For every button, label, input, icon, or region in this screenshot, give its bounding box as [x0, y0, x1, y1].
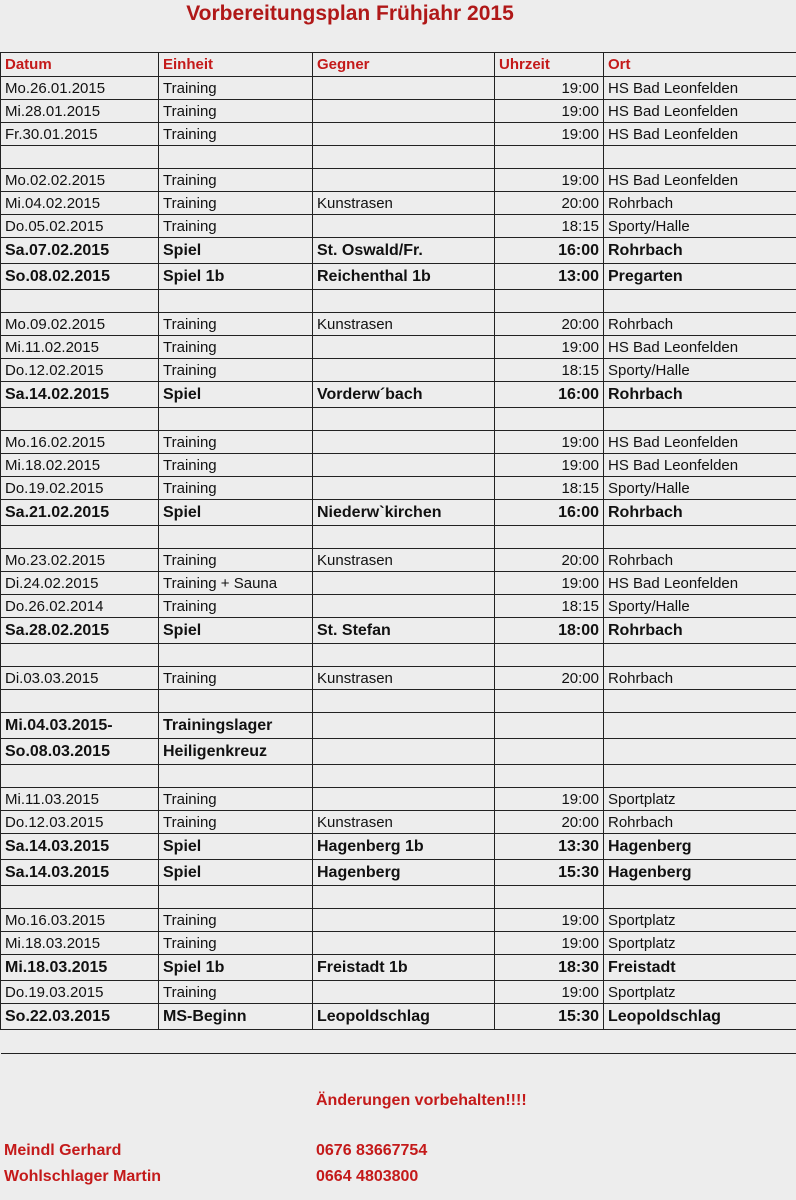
cell-datum — [1, 146, 159, 169]
table-row — [1, 618, 796, 644]
cell-ort: Rohrbach — [604, 238, 796, 264]
cell-ort: Sporty/Halle — [604, 595, 796, 618]
cell-einheit — [159, 146, 313, 169]
cell-einheit: Training — [159, 169, 313, 192]
cell-uhrzeit — [495, 765, 604, 788]
cell-gegner: Kunstrasen — [313, 192, 495, 215]
cell-gegner — [313, 595, 495, 618]
cell-einheit: Training — [159, 667, 313, 690]
cell-uhrzeit — [495, 690, 604, 713]
cell-datum: Mi.04.03.2015- — [1, 713, 159, 739]
cell-gegner — [313, 408, 495, 431]
cell-ort: Sporty/Halle — [604, 359, 796, 382]
schedule-table — [0, 52, 796, 1054]
spacer-row — [1, 290, 796, 313]
cell-uhrzeit — [495, 408, 604, 431]
cell-empty — [313, 1030, 495, 1054]
cell-uhrzeit — [495, 290, 604, 313]
cell-gegner — [313, 336, 495, 359]
cell-ort: Rohrbach — [604, 667, 796, 690]
spacer-row — [1, 886, 796, 909]
cell-datum: Mi.11.03.2015 — [1, 788, 159, 811]
cell-ort: Sportplatz — [604, 788, 796, 811]
cell-gegner — [313, 644, 495, 667]
cell-uhrzeit: 18:30 — [495, 955, 604, 981]
table-row — [1, 264, 796, 290]
spacer-row — [1, 690, 796, 713]
table-row — [1, 500, 796, 526]
spacer-row — [1, 408, 796, 431]
cell-datum: Mi.18.02.2015 — [1, 454, 159, 477]
spacer-row — [1, 1030, 796, 1054]
cell-gegner — [313, 981, 495, 1004]
cell-einheit: Training — [159, 981, 313, 1004]
cell-ort — [604, 526, 796, 549]
cell-datum: Do.19.03.2015 — [1, 981, 159, 1004]
spacer-row — [1, 146, 796, 169]
cell-einheit: Spiel — [159, 834, 313, 860]
cell-datum: Sa.28.02.2015 — [1, 618, 159, 644]
cell-uhrzeit — [495, 146, 604, 169]
cell-gegner — [313, 909, 495, 932]
table-row — [1, 595, 796, 618]
cell-einheit: Training — [159, 477, 313, 500]
table-row — [1, 549, 796, 572]
table-row — [1, 215, 796, 238]
cell-datum: So.08.02.2015 — [1, 264, 159, 290]
cell-gegner — [313, 123, 495, 146]
cell-einheit: Spiel — [159, 382, 313, 408]
table-row — [1, 860, 796, 886]
table-row — [1, 955, 796, 981]
cell-uhrzeit: 19:00 — [495, 788, 604, 811]
cell-ort: Rohrbach — [604, 382, 796, 408]
cell-datum: Mo.16.02.2015 — [1, 431, 159, 454]
table-row — [1, 834, 796, 860]
cell-gegner — [313, 454, 495, 477]
cell-uhrzeit: 19:00 — [495, 123, 604, 146]
cell-gegner — [313, 146, 495, 169]
cell-uhrzeit: 20:00 — [495, 549, 604, 572]
cell-datum — [1, 526, 159, 549]
cell-datum: Mi.18.03.2015 — [1, 955, 159, 981]
cell-uhrzeit: 19:00 — [495, 169, 604, 192]
cell-ort: Sportplatz — [604, 909, 796, 932]
cell-datum: Mi.18.03.2015 — [1, 932, 159, 955]
cell-ort: Rohrbach — [604, 192, 796, 215]
cell-empty — [495, 1030, 604, 1054]
table-row — [1, 811, 796, 834]
cell-uhrzeit: 19:00 — [495, 336, 604, 359]
table-row — [1, 713, 796, 739]
cell-datum: Mi.28.01.2015 — [1, 100, 159, 123]
cell-datum: Sa.14.02.2015 — [1, 382, 159, 408]
cell-datum — [1, 290, 159, 313]
cell-einheit: Training — [159, 313, 313, 336]
cell-gegner: Kunstrasen — [313, 811, 495, 834]
cell-einheit: Training — [159, 788, 313, 811]
spacer-row — [1, 765, 796, 788]
cell-gegner: Kunstrasen — [313, 313, 495, 336]
cell-einheit — [159, 690, 313, 713]
cell-gegner — [313, 77, 495, 100]
header-einheit: Einheit — [159, 53, 313, 77]
schedule-body — [1, 53, 796, 1054]
cell-einheit: Spiel — [159, 238, 313, 264]
table-row — [1, 382, 796, 408]
cell-uhrzeit: 19:00 — [495, 932, 604, 955]
contact-phone-2: 0664 4803800 — [316, 1168, 419, 1185]
cell-ort — [604, 690, 796, 713]
cell-datum: Mo.23.02.2015 — [1, 549, 159, 572]
cell-datum: Mi.11.02.2015 — [1, 336, 159, 359]
cell-ort: Freistadt — [604, 955, 796, 981]
cell-einheit: Spiel — [159, 860, 313, 886]
cell-einheit: Training — [159, 77, 313, 100]
cell-uhrzeit: 18:15 — [495, 215, 604, 238]
cell-uhrzeit — [495, 739, 604, 765]
cell-uhrzeit: 15:30 — [495, 860, 604, 886]
cell-ort: HS Bad Leonfelden — [604, 123, 796, 146]
table-row — [1, 100, 796, 123]
cell-gegner: Vorderw´bach — [313, 382, 495, 408]
table-row — [1, 431, 796, 454]
cell-datum: Do.26.02.2014 — [1, 595, 159, 618]
cell-datum — [1, 408, 159, 431]
table-row — [1, 77, 796, 100]
cell-uhrzeit: 19:00 — [495, 981, 604, 1004]
cell-uhrzeit: 16:00 — [495, 238, 604, 264]
cell-gegner: Leopoldschlag — [313, 1004, 495, 1030]
cell-einheit: Training — [159, 811, 313, 834]
cell-uhrzeit — [495, 713, 604, 739]
header-uhrzeit: Uhrzeit — [495, 53, 604, 77]
cell-ort: HS Bad Leonfelden — [604, 572, 796, 595]
table-row — [1, 336, 796, 359]
cell-einheit: Training — [159, 192, 313, 215]
cell-gegner — [313, 477, 495, 500]
cell-einheit: MS-Beginn — [159, 1004, 313, 1030]
cell-einheit: Spiel 1b — [159, 955, 313, 981]
cell-uhrzeit: 16:00 — [495, 382, 604, 408]
cell-uhrzeit: 20:00 — [495, 313, 604, 336]
cell-gegner: Hagenberg — [313, 860, 495, 886]
cell-einheit — [159, 290, 313, 313]
cell-uhrzeit: 18:00 — [495, 618, 604, 644]
page-title: Vorbereitungsplan Frühjahr 2015 — [186, 2, 514, 25]
cell-ort: Rohrbach — [604, 313, 796, 336]
cell-gegner: St. Stefan — [313, 618, 495, 644]
cell-uhrzeit — [495, 526, 604, 549]
cell-gegner — [313, 886, 495, 909]
cell-gegner — [313, 526, 495, 549]
cell-gegner: Reichenthal 1b — [313, 264, 495, 290]
table-row — [1, 313, 796, 336]
cell-gegner: Kunstrasen — [313, 667, 495, 690]
cell-uhrzeit: 18:15 — [495, 595, 604, 618]
cell-gegner: Kunstrasen — [313, 549, 495, 572]
cell-datum: Sa.14.03.2015 — [1, 834, 159, 860]
cell-gegner — [313, 290, 495, 313]
header-ort: Ort — [604, 53, 796, 77]
cell-ort: Sportplatz — [604, 932, 796, 955]
cell-ort: Rohrbach — [604, 618, 796, 644]
cell-gegner — [313, 739, 495, 765]
cell-datum: Mo.16.03.2015 — [1, 909, 159, 932]
cell-uhrzeit: 19:00 — [495, 909, 604, 932]
cell-datum: Sa.21.02.2015 — [1, 500, 159, 526]
cell-datum: Do.19.02.2015 — [1, 477, 159, 500]
cell-einheit: Spiel — [159, 500, 313, 526]
cell-uhrzeit: 19:00 — [495, 454, 604, 477]
cell-uhrzeit: 20:00 — [495, 667, 604, 690]
cell-ort — [604, 713, 796, 739]
table-row — [1, 932, 796, 955]
cell-uhrzeit: 13:00 — [495, 264, 604, 290]
cell-gegner — [313, 359, 495, 382]
cell-gegner — [313, 788, 495, 811]
cell-uhrzeit: 18:15 — [495, 477, 604, 500]
cell-ort: HS Bad Leonfelden — [604, 454, 796, 477]
cell-einheit: Spiel — [159, 618, 313, 644]
cell-einheit: Training — [159, 100, 313, 123]
cell-gegner — [313, 100, 495, 123]
cell-datum: Do.12.03.2015 — [1, 811, 159, 834]
table-row — [1, 477, 796, 500]
cell-uhrzeit: 13:30 — [495, 834, 604, 860]
cell-gegner: St. Oswald/Fr. — [313, 238, 495, 264]
cell-ort: Rohrbach — [604, 500, 796, 526]
cell-uhrzeit: 19:00 — [495, 572, 604, 595]
cell-einheit: Heiligenkreuz — [159, 739, 313, 765]
cell-datum — [1, 765, 159, 788]
contact-name-2: Wohlschlager Martin — [4, 1168, 162, 1185]
spacer-row — [1, 644, 796, 667]
cell-datum: Sa.14.03.2015 — [1, 860, 159, 886]
cell-einheit: Training — [159, 454, 313, 477]
cell-ort: Rohrbach — [604, 811, 796, 834]
cell-ort — [604, 290, 796, 313]
table-row — [1, 454, 796, 477]
cell-datum: So.08.03.2015 — [1, 739, 159, 765]
cell-gegner — [313, 765, 495, 788]
table-row — [1, 667, 796, 690]
cell-einheit: Training — [159, 123, 313, 146]
cell-ort: HS Bad Leonfelden — [604, 336, 796, 359]
cell-datum: Do.12.02.2015 — [1, 359, 159, 382]
cell-einheit: Training — [159, 215, 313, 238]
cell-ort — [604, 408, 796, 431]
contact-name-1: Meindl Gerhard — [4, 1142, 122, 1159]
cell-uhrzeit: 20:00 — [495, 811, 604, 834]
cell-ort — [604, 146, 796, 169]
table-row — [1, 1004, 796, 1030]
cell-einheit: Training — [159, 549, 313, 572]
table-row — [1, 909, 796, 932]
table-row — [1, 238, 796, 264]
cell-ort: HS Bad Leonfelden — [604, 77, 796, 100]
cell-uhrzeit: 19:00 — [495, 431, 604, 454]
cell-ort: Sporty/Halle — [604, 477, 796, 500]
cell-datum — [1, 644, 159, 667]
cell-uhrzeit: 15:30 — [495, 1004, 604, 1030]
cell-einheit — [159, 526, 313, 549]
cell-datum: Di.03.03.2015 — [1, 667, 159, 690]
cell-einheit — [159, 765, 313, 788]
cell-ort: Hagenberg — [604, 834, 796, 860]
header-row — [1, 53, 796, 77]
cell-gegner — [313, 713, 495, 739]
cell-gegner — [313, 932, 495, 955]
cell-uhrzeit — [495, 644, 604, 667]
cell-einheit — [159, 886, 313, 909]
cell-ort — [604, 765, 796, 788]
cell-datum: Sa.07.02.2015 — [1, 238, 159, 264]
cell-ort: Pregarten — [604, 264, 796, 290]
cell-datum: Mo.09.02.2015 — [1, 313, 159, 336]
cell-einheit: Training — [159, 359, 313, 382]
cell-empty — [1, 1030, 159, 1054]
contact-phone-1: 0676 83667754 — [316, 1142, 428, 1159]
cell-datum: Fr.30.01.2015 — [1, 123, 159, 146]
cell-datum: So.22.03.2015 — [1, 1004, 159, 1030]
cell-einheit: Training — [159, 909, 313, 932]
cell-ort: Sporty/Halle — [604, 215, 796, 238]
cell-einheit: Trainingslager — [159, 713, 313, 739]
cell-einheit — [159, 408, 313, 431]
cell-uhrzeit: 16:00 — [495, 500, 604, 526]
table-row — [1, 123, 796, 146]
cell-ort: Leopoldschlag — [604, 1004, 796, 1030]
cell-gegner — [313, 431, 495, 454]
cell-uhrzeit — [495, 886, 604, 909]
cell-einheit: Spiel 1b — [159, 264, 313, 290]
cell-einheit: Training — [159, 595, 313, 618]
cell-gegner — [313, 215, 495, 238]
cell-ort — [604, 644, 796, 667]
cell-einheit — [159, 644, 313, 667]
table-row — [1, 192, 796, 215]
table-row — [1, 788, 796, 811]
cell-ort: Rohrbach — [604, 549, 796, 572]
table-row — [1, 572, 796, 595]
cell-gegner: Freistadt 1b — [313, 955, 495, 981]
header-gegner: Gegner — [313, 53, 495, 77]
cell-datum: Mo.02.02.2015 — [1, 169, 159, 192]
cell-ort: HS Bad Leonfelden — [604, 431, 796, 454]
cell-empty — [159, 1030, 313, 1054]
cell-einheit: Training — [159, 932, 313, 955]
cell-datum — [1, 690, 159, 713]
cell-ort: HS Bad Leonfelden — [604, 169, 796, 192]
cell-ort: HS Bad Leonfelden — [604, 100, 796, 123]
cell-einheit: Training + Sauna — [159, 572, 313, 595]
cell-uhrzeit: 18:15 — [495, 359, 604, 382]
cell-datum: Di.24.02.2015 — [1, 572, 159, 595]
table-row — [1, 739, 796, 765]
cell-empty — [604, 1030, 796, 1054]
changes-note: Änderungen vorbehalten!!!! — [316, 1092, 527, 1109]
cell-datum — [1, 886, 159, 909]
spacer-row — [1, 526, 796, 549]
cell-datum: Mo.26.01.2015 — [1, 77, 159, 100]
header-datum: Datum — [1, 53, 159, 77]
cell-gegner: Hagenberg 1b — [313, 834, 495, 860]
cell-ort — [604, 886, 796, 909]
cell-uhrzeit: 19:00 — [495, 100, 604, 123]
cell-ort — [604, 739, 796, 765]
cell-gegner: Niederw`kirchen — [313, 500, 495, 526]
cell-einheit: Training — [159, 336, 313, 359]
cell-einheit: Training — [159, 431, 313, 454]
cell-gegner — [313, 169, 495, 192]
table-row — [1, 169, 796, 192]
cell-ort: Sportplatz — [604, 981, 796, 1004]
cell-datum: Do.05.02.2015 — [1, 215, 159, 238]
table-row — [1, 981, 796, 1004]
cell-gegner — [313, 690, 495, 713]
cell-ort: Hagenberg — [604, 860, 796, 886]
cell-datum: Mi.04.02.2015 — [1, 192, 159, 215]
cell-uhrzeit: 20:00 — [495, 192, 604, 215]
table-row — [1, 359, 796, 382]
cell-uhrzeit: 19:00 — [495, 77, 604, 100]
cell-gegner — [313, 572, 495, 595]
